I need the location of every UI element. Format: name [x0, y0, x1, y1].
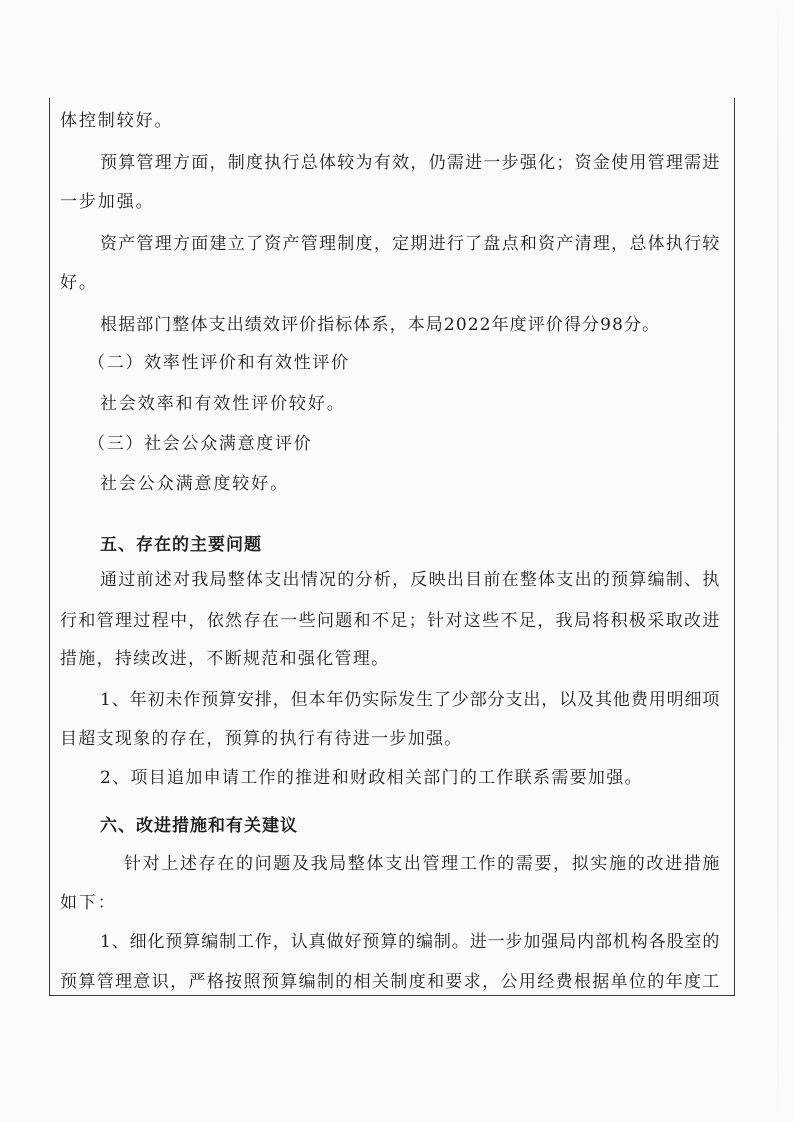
- scan-edge-shadow: [777, 0, 779, 1122]
- paragraph-line: 行和管理过程中，依然存在一些问题和不足；针对这些不足，我局将积极采取改进: [60, 611, 720, 631]
- subheading: （三）社会公众满意度评价: [88, 434, 313, 454]
- section-heading: 六、改进措施和有关建议: [100, 816, 298, 836]
- paragraph-line: 如下：: [60, 893, 117, 913]
- paragraph-line: 一步加强。: [60, 192, 155, 212]
- paragraph-line: 1、细化预算编制工作，认真做好预算的编制。进一步加强局内部机构各股室的: [100, 932, 720, 952]
- paragraph-line: 根据部门整体支出绩效评价指标体系，本局2022年度评价得分98分。: [100, 315, 661, 335]
- paragraph-line: 1、年初未作预算安排，但本年仍实际发生了少部分支出，以及其他费用明细项: [100, 690, 720, 710]
- paragraph-line: 好。: [60, 273, 98, 293]
- paragraph-line: 社会效率和有效性评价较好。: [100, 394, 346, 414]
- paragraph-line: 资产管理方面建立了资产管理制度，定期进行了盘点和资产清理，总体执行较: [100, 234, 720, 254]
- paragraph-line: 目超支现象的存在，预算的执行有待进一步加强。: [60, 729, 463, 749]
- paragraph-line: 体控制较好。: [60, 111, 174, 131]
- paragraph-line: 预算管理意识，严格按照预算编制的相关制度和要求，公用经费根据单位的年度工: [60, 972, 720, 992]
- paragraph-line: 社会公众满意度较好。: [100, 474, 289, 494]
- paragraph-line: 措施，持续改进，不断规范和强化管理。: [60, 649, 390, 669]
- paragraph-line: 通过前述对我局整体支出情况的分析，反映出目前在整体支出的预算编制、执: [100, 570, 720, 590]
- section-heading: 五、存在的主要问题: [100, 535, 262, 555]
- paragraph-line: 2、项目追加申请工作的推进和财政相关部门的工作联系需要加强。: [100, 768, 643, 788]
- paragraph-line: 预算管理方面，制度执行总体较为有效，仍需进一步强化；资金使用管理需进: [100, 153, 720, 173]
- subheading: （二）效率性评价和有效性评价: [88, 353, 350, 373]
- paragraph-line: 针对上述存在的问题及我局整体支出管理工作的需要，拟实施的改进措施: [124, 854, 720, 874]
